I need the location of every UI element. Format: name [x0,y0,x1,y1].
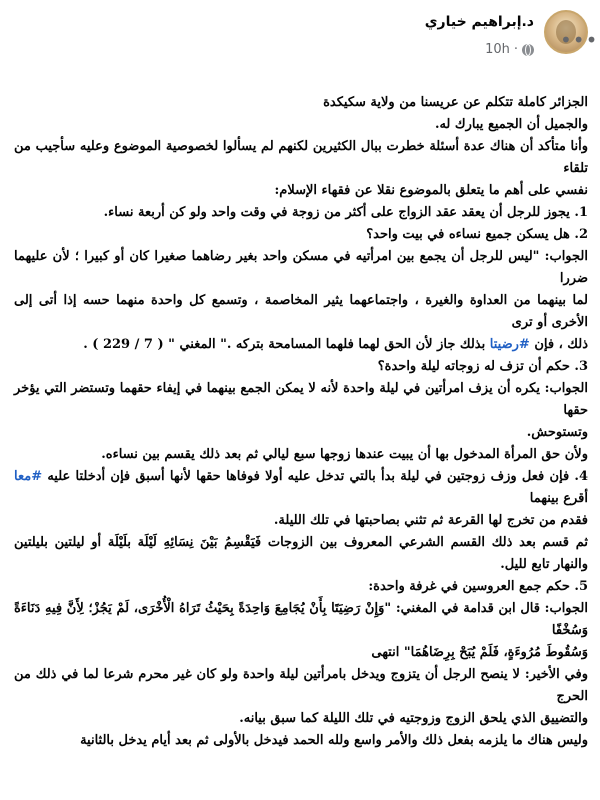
post-line: 5. حكم جمع العروسين في غرفة واحدة: [368,579,588,594]
post-line: 2. هل يسكن جميع نساءه في بيت واحد؟ [366,227,588,242]
author-name[interactable]: د.إبراهيم خياري [424,14,534,30]
post-body [14,92,588,752]
post-line: الجزائر كاملة تتكلم عن عريسنا من ولاية سكيكدة [323,95,588,110]
post-line: ذلك ، فإن #رضيتا بذلك جاز لأن الحق لهما فلهما المسامحة بتركه ." المغني " ( 7 / 229 ) . [83,337,588,352]
post-line: الجواب: "ليس للرجل أن يجمع بين امرأتيه في مسكن واحد بغير رضاهما صغيرا كان أو كبيرا ؛ لأن عليهما ضررا [14,249,588,286]
post-line: 3. حكم أن تزف له زوجاته ليلة واحدة؟ [377,359,588,374]
post-line: الجواب: يكره أن يزف امرأتين في ليلة واحدة لأنه لا يمكن الجمع بينهما في إيفاء حقهما وتستضر التي يؤخر حقها [14,381,588,418]
hashtag-link[interactable]: #رضيتا [489,337,530,352]
hashtag-link[interactable]: #معا [14,469,43,484]
post-line: 1. يجوز للرجل أن يعقد عقد الزواج على أكثر من زوجة في وقت واحد ولو كن أربعة نساء. [103,205,588,220]
post-line: وَسُقُوطَ مُرُوءَةٍ، فَلَمْ يُبَحْ بِرِضَاهُمَا" انتهى [371,645,588,660]
more-horizontal-icon[interactable]: ••• [560,28,599,52]
globe-icon [522,44,534,56]
post-line: وتستوحش. [526,425,588,440]
post-line: وأنا متأكد أن هناك عدة أسئلة خطرت ببال الكثيرين لكنهم لم يسألوا لخصوصية الموضوع وعليه سأجيب من تلقاء [14,139,588,176]
post-line: وليس هناك ما يلزمه بفعل ذلك والأمر واسع ولله الحمد فيدخل بالأولى ثم بعد أيام يدخل بالثانية [80,733,588,748]
post-line: والتضييق الذي يلحق الزوج وزوجتيه في تلك الليلة كما سبق بيانه. [239,711,588,726]
post-line: 4. فإن فعل وزف زوجتين في ليلة بدأ بالتي تدخل عليه أولا فوفاها حقها لأنها أسبق فإن أدخلتا عليه #معا أقرع بينهما [14,469,588,506]
post-time[interactable]: 10h [485,42,510,57]
post-line: لما بينهما من العداوة والغيرة ، واجتماعهما يثير المخاصمة ، وتسمع كل واحدة منهما حسه إذا أتى إلى الأخرى أو ترى [14,293,588,330]
post-line: الجواب: قال ابن قدامة في المغني: "وَإِنْ رَضِيَتَا بِأَنْ يُجَامِعَ وَاحِدَةً بِحَيْثُ تَرَاهُ الْأُخْرَى، لَمْ يَجُزْ؛ لِأَنَّ فِيهِ دَنَاءَةً وَسُخْفًا [14,601,588,638]
post-line: ولأن حق المرأة المدخول بها أن يبيت عندها زوجها سبع ليالي ثم بعد ذلك يقسم بين نساءه. [101,447,588,462]
post-line: وفي الأخير: لا ينصح الرجل أن يتزوج ويدخل بامرأتين ليلة واحدة ولو كان غير محرم شرعا لما في ذلك من الحرج [14,667,588,704]
post-header [0,0,600,78]
post-meta: 10h · [485,42,534,57]
post-line: ثم قسم بعد ذلك القسم الشرعي المعروف بين الزوجات فَيَقْسِمُ بَيْنَ نِسَائِهِ لَيْلَة بلَيْلَة أو ليلتين بليلتين والنهار تابع لليل. [14,535,588,572]
post-line: نفسي على أهم ما يتعلق بالموضوع نقلا عن فقهاء الإسلام: [274,183,588,198]
post-line: والجميل أن الجميع يبارك له. [434,117,588,132]
post-line: فقدم من تخرج لها القرعة ثم تثني بصاحبتها في تلك الليلة. [273,513,588,528]
